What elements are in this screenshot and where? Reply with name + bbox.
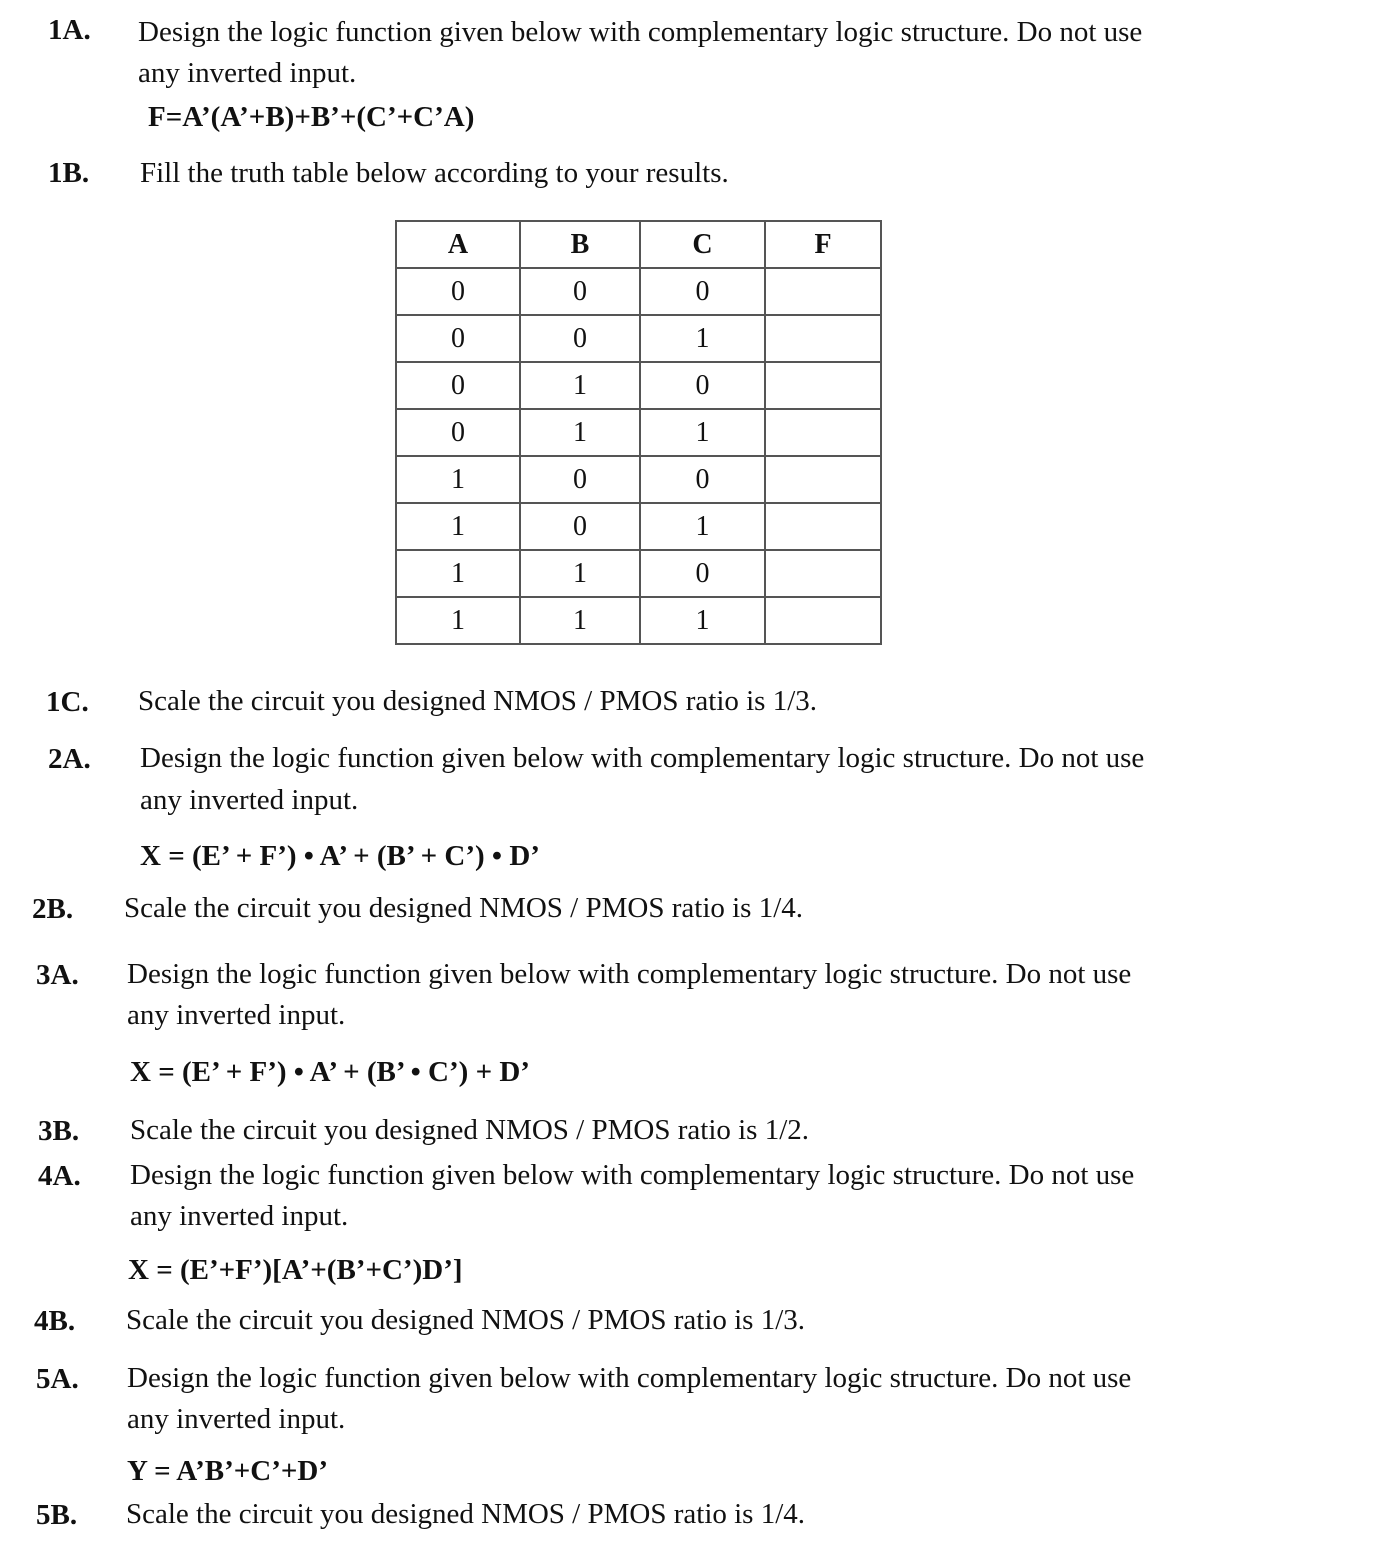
cell-c: 1 [640,597,765,644]
truth-table-header-row [396,221,881,268]
q1a-text-line1: Design the logic function given below with complementary logic structure. Do not use [138,16,1143,48]
q4a-text-line1: Design the logic function given below with complementary logic structure. Do not use [130,1159,1135,1191]
q2a-label: 2A. [48,743,91,775]
truth-table-row [396,268,881,315]
cell-f[interactable] [765,550,881,597]
cell-a: 0 [396,362,520,409]
cell-c: 0 [640,550,765,597]
cell-a: 1 [396,503,520,550]
q3a-text-line2: any inverted input. [127,999,346,1031]
truth-table-row [396,362,881,409]
cell-a: 1 [396,597,520,644]
q5a-label: 5A. [36,1363,79,1395]
q2b-text: Scale the circuit you designed NMOS / PMOS ratio is 1/4. [124,892,804,924]
q5b-label: 5B. [36,1499,78,1531]
truth-table-row [396,409,881,456]
header-f: F [765,221,881,268]
header-c: C [640,221,765,268]
truth-table-row [396,503,881,550]
q2b-label: 2B. [32,893,74,925]
cell-c: 1 [640,315,765,362]
q1a-equation: F=A’(A’+B)+B’+(C’+C’A) [148,101,475,133]
cell-c: 0 [640,268,765,315]
truth-table-row [396,550,881,597]
q4b-text: Scale the circuit you designed NMOS / PMOS ratio is 1/3. [126,1304,806,1336]
cell-f[interactable] [765,315,881,362]
cell-a: 1 [396,456,520,503]
q3a-equation: X = (E’ + F’) • A’ + (B’ • C’) + D’ [130,1056,530,1088]
q3b-text: Scale the circuit you designed NMOS / PMOS ratio is 1/2. [130,1114,810,1146]
cell-b: 1 [520,362,640,409]
q1b-label: 1B. [48,157,90,189]
truth-table [395,220,882,645]
cell-b: 1 [520,550,640,597]
truth-table-row [396,597,881,644]
truth-table-row [396,456,881,503]
cell-f[interactable] [765,268,881,315]
q2a-equation: X = (E’ + F’) • A’ + (B’ + C’) • D’ [140,840,540,872]
header-a: A [396,221,520,268]
cell-b: 0 [520,268,640,315]
q2a-text-line2: any inverted input. [140,784,359,816]
cell-b: 1 [520,409,640,456]
cell-c: 1 [640,409,765,456]
q3b-label: 3B. [38,1115,80,1147]
cell-b: 1 [520,597,640,644]
q4a-equation: X = (E’+F’)[A’+(B’+C’)D’] [128,1254,463,1286]
q2a-text-line1: Design the logic function given below with complementary logic structure. Do not use [140,742,1145,774]
cell-f[interactable] [765,362,881,409]
cell-c: 1 [640,503,765,550]
q5a-text-line1: Design the logic function given below with complementary logic structure. Do not use [127,1362,1132,1394]
q5a-equation: Y = A’B’+C’+D’ [127,1455,328,1487]
q4a-label: 4A. [38,1160,81,1192]
q1c-text: Scale the circuit you designed NMOS / PMOS ratio is 1/3. [138,685,818,717]
q5b-text: Scale the circuit you designed NMOS / PMOS ratio is 1/4. [126,1498,806,1530]
cell-f[interactable] [765,503,881,550]
cell-a: 0 [396,268,520,315]
cell-f[interactable] [765,409,881,456]
cell-f[interactable] [765,597,881,644]
cell-c: 0 [640,362,765,409]
q1c-label: 1C. [46,686,89,718]
cell-a: 1 [396,550,520,597]
cell-b: 0 [520,315,640,362]
truth-table-row [396,315,881,362]
q3a-label: 3A. [36,959,79,991]
q1a-text-line2: any inverted input. [138,57,357,89]
cell-b: 0 [520,456,640,503]
cell-b: 0 [520,503,640,550]
q4b-label: 4B. [34,1305,76,1337]
cell-a: 0 [396,409,520,456]
cell-f[interactable] [765,456,881,503]
q4a-text-line2: any inverted input. [130,1200,349,1232]
q5a-text-line2: any inverted input. [127,1403,346,1435]
q3a-text-line1: Design the logic function given below with complementary logic structure. Do not use [127,958,1132,990]
cell-a: 0 [396,315,520,362]
cell-c: 0 [640,456,765,503]
q1b-text: Fill the truth table below according to your results. [140,157,729,189]
header-b: B [520,221,640,268]
q1a-label: 1A. [48,14,91,46]
